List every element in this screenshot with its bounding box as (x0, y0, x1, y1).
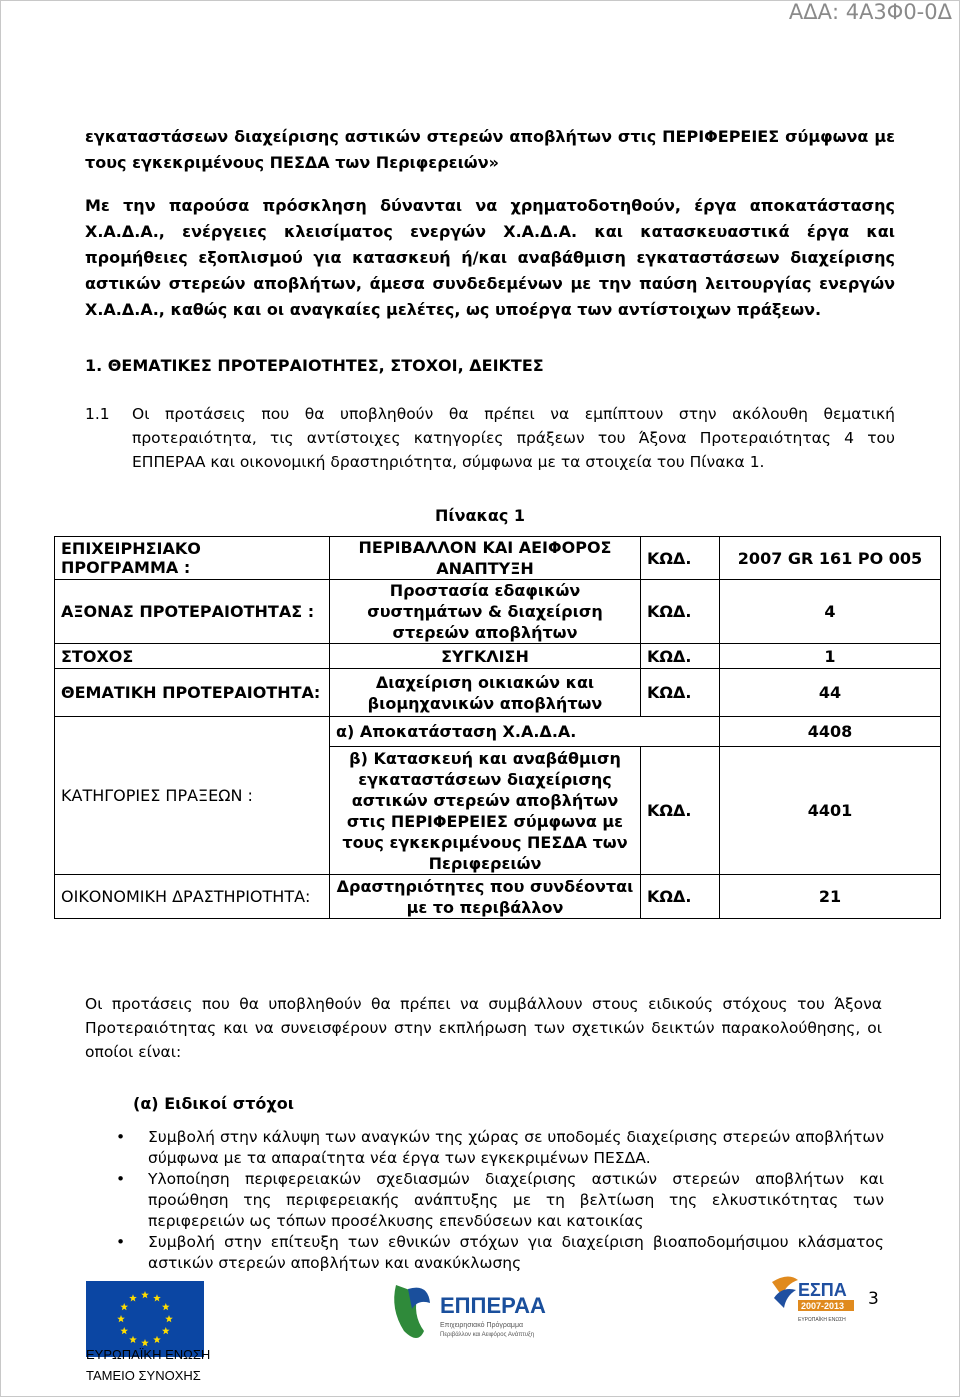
eu-label: ΕΥΡΩΠΑΪΚΗ ΕΝΩΣΗ (86, 1347, 211, 1362)
code-label: ΚΩΔ. (641, 580, 720, 644)
table-row (55, 669, 941, 717)
epperaa-logo (388, 1279, 554, 1349)
eu-star-icon (162, 1303, 170, 1310)
econ-name: Δραστηριότητες που συνδέονται με το περιβάλλον (330, 875, 641, 919)
eu-star-icon (153, 1336, 161, 1343)
axis-name: Προστασία εδαφικών συστημάτων & διαχείριση στερεών αποβλήτων (330, 580, 641, 644)
espa-wordmark: ΕΣΠΑ (798, 1280, 847, 1300)
bullet-icon: • (116, 1233, 126, 1251)
theme-name: Διαχείριση οικιακών και βιομηχανικών αποβλήτων (330, 669, 641, 717)
priority-table (54, 536, 941, 919)
econ-label: ΟΙΚΟΝΟΜΙΚΗ ΔΡΑΣΤΗΡΙΟΤΗΤΑ: (55, 875, 330, 919)
eu-star-icon (162, 1327, 170, 1334)
program-name: ΠΕΡΙΒΑΛΛΟΝ ΚΑΙ ΑΕΙΦΟΡΟΣ ΑΝΑΠΤΥΞΗ (330, 537, 641, 580)
code-label: ΚΩΔ. (641, 669, 720, 717)
goal-code: 1 (720, 644, 941, 669)
list-item: • Συμβολή στην επίτευξη των εθνικών στόχων για διαχείριση βιοαποδομήσιμου κλάσματος αστικών στερεών αποβλήτων και ανακύκλωσης (116, 1233, 884, 1272)
eu-star-icon (165, 1315, 173, 1322)
category-b: β) Κατασκευή και αναβάθμιση εγκαταστάσεων διαχείρισης αστικών στερεών αποβλήτων στις ΠΕΡΙΦΕΡΕΙΕΣ σύμφωνα με τους εγκεκριμένους ΠΕΣΔΑ των Περιφερειών (330, 747, 641, 875)
section-heading: 1. ΘΕΜΑΤΙΚΕΣ ΠΡΟΤΕΡΑΙΟΤΗΤΕΣ, ΣΤΟΧΟΙ, ΔΕΙΚΤΕΣ (85, 356, 544, 375)
code-label: ΚΩΔ. (641, 644, 720, 669)
eu-star-icon (117, 1315, 125, 1322)
category-a: α) Αποκατάσταση Χ.Α.Δ.Α. (330, 717, 720, 747)
indicators-paragraph: Οι προτάσεις που θα υποβληθούν θα πρέπει να συμβάλλουν στους ειδικούς στόχους του Άξονα Προτεραιότητας και να συνεισφέρουν στην εκπλήρωση των σχετικών δεικτών παρακολούθησης, οι οποίοι είναι: (85, 995, 882, 1061)
category-b-code: 4401 (720, 747, 941, 875)
cohesion-fund-label: ΤΑΜΕΙΟ ΣΥΝΟΧΗΣ (86, 1368, 201, 1383)
section-number: 1.1 (85, 405, 110, 423)
category-a-code: 4408 (720, 717, 941, 747)
program-label: ΕΠΙΧΕΙΡΗΣΙΑΚΟ ΠΡΟΓΡΑΜΜΑ : (55, 537, 330, 580)
code-label: ΚΩΔ. (641, 875, 720, 919)
section-paragraph (85, 402, 895, 474)
espa-subtitle: ΕΥΡΩΠΑΪΚΗ ΕΝΩΣΗ (798, 1317, 846, 1323)
econ-code: 21 (720, 875, 941, 919)
eu-star-icon (153, 1294, 161, 1301)
eu-star-icon (141, 1339, 149, 1346)
category-label: ΚΑΤΗΓΟΡΙΕΣ ΠΡΑΞΕΩΝ : (55, 717, 330, 875)
eu-star-icon (129, 1336, 137, 1343)
theme-code: 44 (720, 669, 941, 717)
page-number: 3 (868, 1289, 879, 1309)
goals-list (104, 1127, 884, 1274)
goal-label: ΣΤΟΧΟΣ (55, 644, 330, 669)
theme-label: ΘΕΜΑΤΙΚΗ ΠΡΟΤΕΡΑΙΟΤΗΤΑ: (55, 669, 330, 717)
eu-star-icon (141, 1291, 149, 1298)
intro-line: εγκαταστάσεων διαχείρισης αστικών στερεών αποβλήτων στις ΠΕΡΙΦΕΡΕΙΕΣ σύμφωνα με τους εγκεκριμένους ΠΕΣΔΑ των Περιφερειών» (85, 127, 895, 172)
section-text: Οι προτάσεις που θα υποβληθούν θα πρέπει να εμπίπτουν στην ακόλουθη θεματική προτεραιότητα, τις αντίστοιχες κατηγορίες πράξεων του Άξονα Προτεραιότητας 4 του ΕΠΠΕΡΑΑ και οικονομική δραστηριότητα, σύμφωνα με τα στοιχεία του Πίνακα 1. (132, 405, 895, 471)
table-row (55, 537, 941, 580)
code-label: ΚΩΔ. (641, 537, 720, 580)
ada-code: ΑΔΑ: 4Α3Φ0-0Δ (788, 0, 952, 24)
list-item: • Συμβολή στην κάλυψη των αναγκών της χώρας σε υποδομές διαχείρισης στερεών αποβλήτων σύμφωνα με τα απαραίτητα νέα έργα των εγκεκριμένων ΠΕΣΔΑ. (116, 1128, 884, 1167)
goal-name: ΣΥΓΚΛΙΣΗ (330, 644, 641, 669)
specific-goals-heading: (α) Ειδικοί στόχοι (133, 1094, 294, 1113)
eu-flag-logo (86, 1281, 204, 1357)
espa-logo (768, 1272, 858, 1326)
code-label: ΚΩΔ. (641, 747, 720, 875)
table-row (55, 580, 941, 644)
intro-paragraph: Με την παρούσα πρόσκληση δύνανται να χρηματοδοτηθούν, έργα αποκατάστασης Χ.Α.Δ.Α., ενέργειες κλεισίματος ενεργών Χ.Α.Δ.Α. και κατασκευαστικά έργα και προμήθειες εξοπλισμού για κατασκευή ή/και αναβάθμιση εγκαταστάσεων διαχείρισης αστικών στερεών αποβλήτων, άμεσα συνδεδεμένων με την παύση λειτουργίας ενεργών Χ.Α.Δ.Α., καθώς και οι αναγκαίες μελέτες, ως υποέργα των αντίστοιχων πράξεων. (85, 196, 895, 319)
epperaa-wordmark: ΕΠΠΕΡΑΑ (440, 1293, 546, 1318)
eu-star-icon (120, 1303, 128, 1310)
program-code: 2007 GR 161 PO 005 (720, 537, 941, 580)
espa-years: 2007-2013 (801, 1301, 845, 1311)
table-caption: Πίνακας 1 (435, 506, 526, 525)
axis-label: ΑΞΟΝΑΣ ΠΡΟΤΕΡΑΙΟΤΗΤΑΣ : (55, 580, 330, 644)
bullet-icon: • (116, 1128, 126, 1146)
table-row (55, 717, 941, 747)
list-item: • Υλοποίηση περιφερειακών σχεδιασμών διαχείρισης αστικών στερεών αποβλήτων και προώθηση της περιφερειακής ανάπτυξης με τη βελτίωση της ελκυστικότητας των περιφερειών ως τόπων προσέλκυσης επενδύσεων και κατοικίας (116, 1170, 884, 1230)
eu-star-icon (120, 1327, 128, 1334)
table-row (55, 875, 941, 919)
axis-code: 4 (720, 580, 941, 644)
table-row (55, 644, 941, 669)
epperaa-subtitle-2: Περιβάλλον και Αειφόρος Ανάπτυξη (440, 1332, 535, 1338)
epperaa-subtitle-1: Επιχειρησιακό Πρόγραμμα (440, 1322, 524, 1329)
bullet-icon: • (116, 1170, 126, 1188)
eu-star-icon (129, 1294, 137, 1301)
